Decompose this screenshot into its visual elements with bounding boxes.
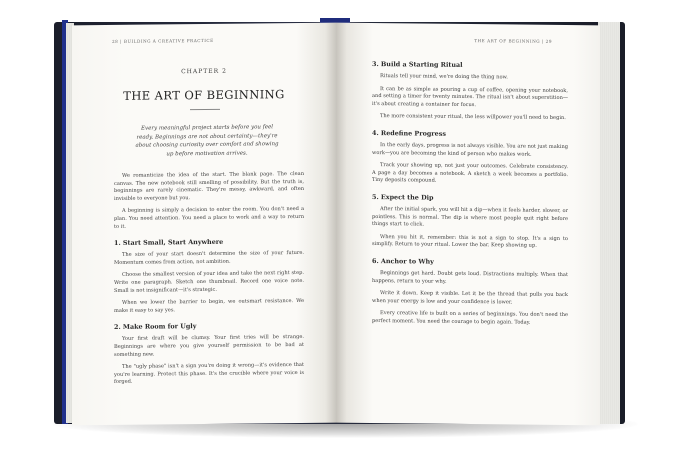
section-heading: 6. Anchor to Why (372, 256, 434, 266)
section-paragraph: When you hit it, remember: this is not a sign to stop. It's a sign to simplify. Return to your ritual. Lower the bar. Keep showing up. (372, 233, 568, 250)
section-paragraph: Write it down. Keep it visible. Let it be the thread that pulls you back when your energy is low and your confidence is lower. (372, 290, 568, 306)
chapter-label: CHAPTER 2 (181, 67, 227, 76)
left-running-head: 28 | BUILDING A CREATIVE PRACTICE (112, 37, 214, 44)
section-heading: 2. Make Room for Ugly (114, 322, 197, 332)
section-paragraph: Every creative life is built on a series of beginnings. You don't need the perfect moment. You need the courage to begin again. Today. (372, 310, 568, 326)
section-paragraph: When we lower the barrier to begin, we outsmart resistance. We make it easy to say yes. (114, 298, 304, 314)
right-page (336, 23, 600, 426)
right-body (372, 60, 568, 333)
section-paragraph: After the initial spark, you will hit a dip—when it feels harder, slower, or pointless. This is normal. The dip is where most people quit right before things start to click. (372, 206, 568, 228)
section-paragraph: The size of your start doesn't determine the size of your future. Momentum comes from action, not ambition. (114, 250, 304, 266)
right-running-head: THE ART OF BEGINNING | 29 (474, 38, 552, 44)
section-paragraph: The "ugly phase" isn't a sign you're doing it wrong—it's evidence that you're learning. Protect this phase. It's the crucible where your voice is forged. (114, 362, 304, 386)
section-paragraph: The more consistent your ritual, the less willpower you'll need to begin. (380, 113, 566, 122)
section-heading: 1. Start Small, Start Anywhere (114, 237, 224, 248)
epigraph: Every meaningful project starts before you feel ready. Beginnings are not about certainty—they're about choosing curiosity over comfort and showing up before motivation arrives. (135, 124, 279, 158)
section-paragraph: Rituals tell your mind, we're doing the thing now. (380, 73, 508, 81)
intro-paragraph: We romanticize the idea of the start. The blank page. The clean canvas. The new notebook still smelling of possibility. But the truth is, beginnings are rarely cinematic. They're messy, awkward, and often invisible to everyone but you. (114, 170, 304, 202)
left-page (72, 23, 336, 426)
section-paragraph: It can be as simple as pouring a cup of coffee, opening your notebook, and setting a timer for twenty minutes. The ritual isn't about superstition—it's about creating a container for focus. (372, 85, 568, 108)
section-paragraph: Track your showing up, not just your outcomes. Celebrate consistency. A page a day becomes a notebook. A sketch a week becomes a portfolio. Tiny deposits compound. (372, 162, 568, 185)
left-body (114, 171, 304, 392)
section-paragraph: In the early days, progress is not always visible. You are not just making work—you are becoming the kind of person who makes work. (372, 142, 568, 158)
section-paragraph: Your first draft will be clumsy. Your first tries will be strange. Beginnings are where you give yourself permission to be bad at something new. (114, 334, 304, 358)
title-rule (190, 109, 220, 110)
chapter-title: THE ART OF BEGINNING (123, 87, 285, 103)
section-heading: 4. Redefine Progress (372, 128, 446, 138)
section-paragraph: Choose the smallest version of your idea and take the next right step. Write one paragraph. Sketch one thumbnail. Record one voice note. Small is not insignificant—it's strategic. (114, 270, 304, 294)
section-heading: 3. Build a Starting Ritual (372, 59, 463, 69)
section-heading: 5. Expect the Dip (372, 192, 434, 202)
section-paragraph: Beginnings get hard. Doubt gets loud. Distractions multiply. When that happens, return to your why. (372, 269, 568, 285)
page-edges-right (598, 22, 620, 424)
intro-paragraph: A beginning is simply a decision to enter the room. You don't need a plan. You need attention. You need a place to work and a way to return to it. (114, 206, 304, 230)
